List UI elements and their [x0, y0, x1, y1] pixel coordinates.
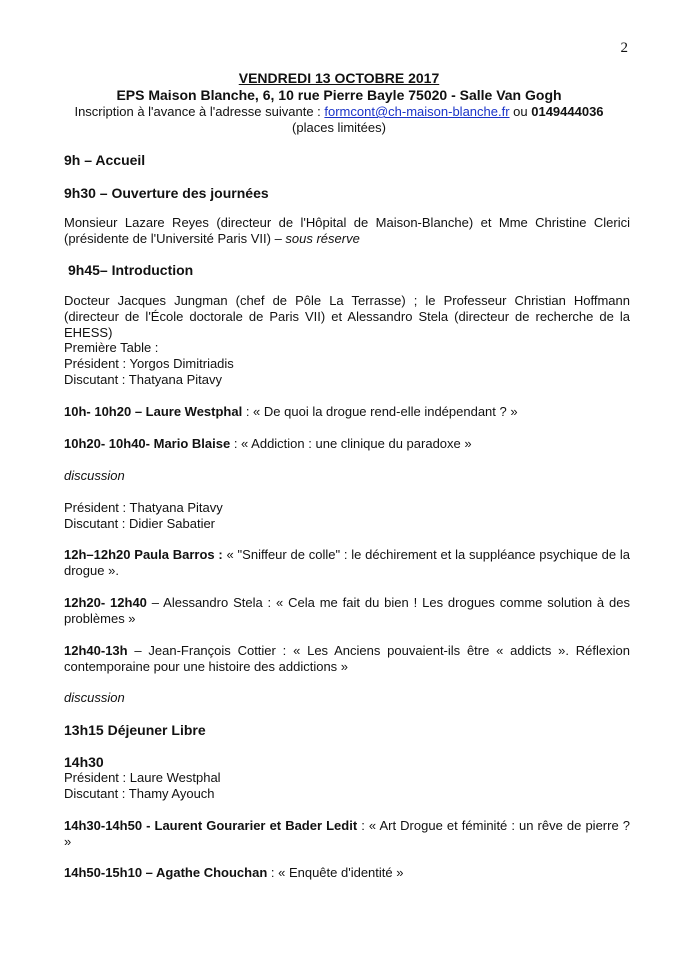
talk-time: 14h50-15h10 –: [64, 865, 157, 880]
event-venue: EPS Maison Blanche, 6, 10 rue Pierre Bayle 75020 - Salle Van Gogh: [116, 87, 562, 103]
talk-title: : « Enquête d'identité »: [267, 865, 404, 880]
table1-discutant: Discutant : Thatyana Pitavy: [64, 372, 223, 387]
afternoon-discutant: Discutant : Thamy Ayouch: [64, 786, 215, 801]
talk-3: [64, 547, 630, 579]
ouverture-speakers: Monsieur Lazare Reyes (directeur de l'Hôpital de Maison-Blanche) et Mme Christine Clerici (présidente de l'Université Paris VII) –: [64, 215, 630, 246]
talk-2: [64, 436, 630, 452]
talk-title: : « Art Drogue et féminité : un rêve de pierre ? »: [64, 818, 630, 849]
ouverture-note: sous réserve: [285, 231, 360, 246]
phone-number: 0149444036: [531, 104, 604, 119]
talk-speaker: Paula Barros :: [134, 547, 223, 562]
inscription-line: [0, 104, 678, 120]
talk-title: : « Addiction : une clinique du paradoxe »: [230, 436, 472, 451]
talk-speaker: Agathe Chouchan: [156, 865, 268, 880]
table1: [64, 340, 630, 388]
table2-president: Président : Thatyana Pitavy: [64, 500, 223, 515]
talk-title: – Jean-François Cottier : « Les Anciens pouvaient-ils être « addicts ». Réflexion contemporaine pour une histoire des addictions »: [64, 643, 630, 674]
talk-7: [64, 865, 630, 881]
talk-time: 10h20- 10h40-: [64, 436, 154, 451]
introduction-text: Docteur Jacques Jungman (chef de Pôle La Terrasse) ; le Professeur Christian Hoffmann (directeur de l'École doctorale de Paris VII) et Alessandro Stela (directeur de recherche de la EHESS): [64, 293, 630, 340]
talk-time: 12h–12h20: [64, 547, 135, 562]
page-number: 2: [620, 40, 628, 56]
dejeuner-heading: 13h15 Déjeuner Libre: [64, 722, 206, 738]
talk-time: 10h- 10h20 –: [64, 404, 146, 419]
talk-6: [64, 818, 630, 850]
afternoon-session: [64, 754, 630, 802]
talk-time: 12h20- 12h40: [64, 595, 147, 610]
event-date: VENDREDI 13 OCTOBRE 2017: [238, 70, 440, 86]
afternoon-president: Président : Laure Westphal: [64, 770, 221, 785]
afternoon-time: 14h30: [64, 754, 104, 770]
accueil-heading: 9h – Accueil: [64, 152, 146, 168]
talk-4: [64, 595, 630, 627]
ouverture-text: [64, 215, 630, 247]
talk-title: – Alessandro Stela : « Cela me fait du bien ! Les drogues comme solution à des problèmes »: [64, 595, 630, 626]
inscription-or: ou: [509, 104, 532, 119]
talk-speaker: Laure Westphal: [145, 404, 243, 419]
email-link[interactable]: formcont@ch-maison-blanche.fr: [324, 104, 510, 119]
talk-title: : « De quoi la drogue rend-elle indépendant ? »: [242, 404, 518, 419]
discussion-2: discussion: [64, 690, 125, 705]
introduction-heading: 9h45– Introduction: [68, 262, 194, 278]
table2: [64, 500, 630, 532]
table1-president: Président : Yorgos Dimitriadis: [64, 356, 234, 371]
talk-speaker: Mario Blaise: [153, 436, 231, 451]
talk-1: [64, 404, 630, 420]
ouverture-heading: 9h30 – Ouverture des journées: [64, 185, 269, 201]
talk-speaker: Laurent Gourarier et Bader Ledit: [154, 818, 358, 833]
table1-label: Première Table :: [64, 340, 159, 355]
talk-title: « "Sniffeur de colle" : le déchirement et la suppléance psychique de la drogue ».: [64, 547, 630, 578]
inscription-prefix: Inscription à l'avance à l'adresse suivante :: [74, 104, 325, 119]
event-header: [0, 70, 678, 136]
places-note: (places limitées): [292, 120, 386, 135]
discussion-1: discussion: [64, 468, 125, 483]
table2-discutant: Discutant : Didier Sabatier: [64, 516, 216, 531]
talk-time: 12h40-13h: [64, 643, 128, 658]
talk-time: 14h30-14h50 -: [64, 818, 155, 833]
talk-5: [64, 643, 630, 675]
